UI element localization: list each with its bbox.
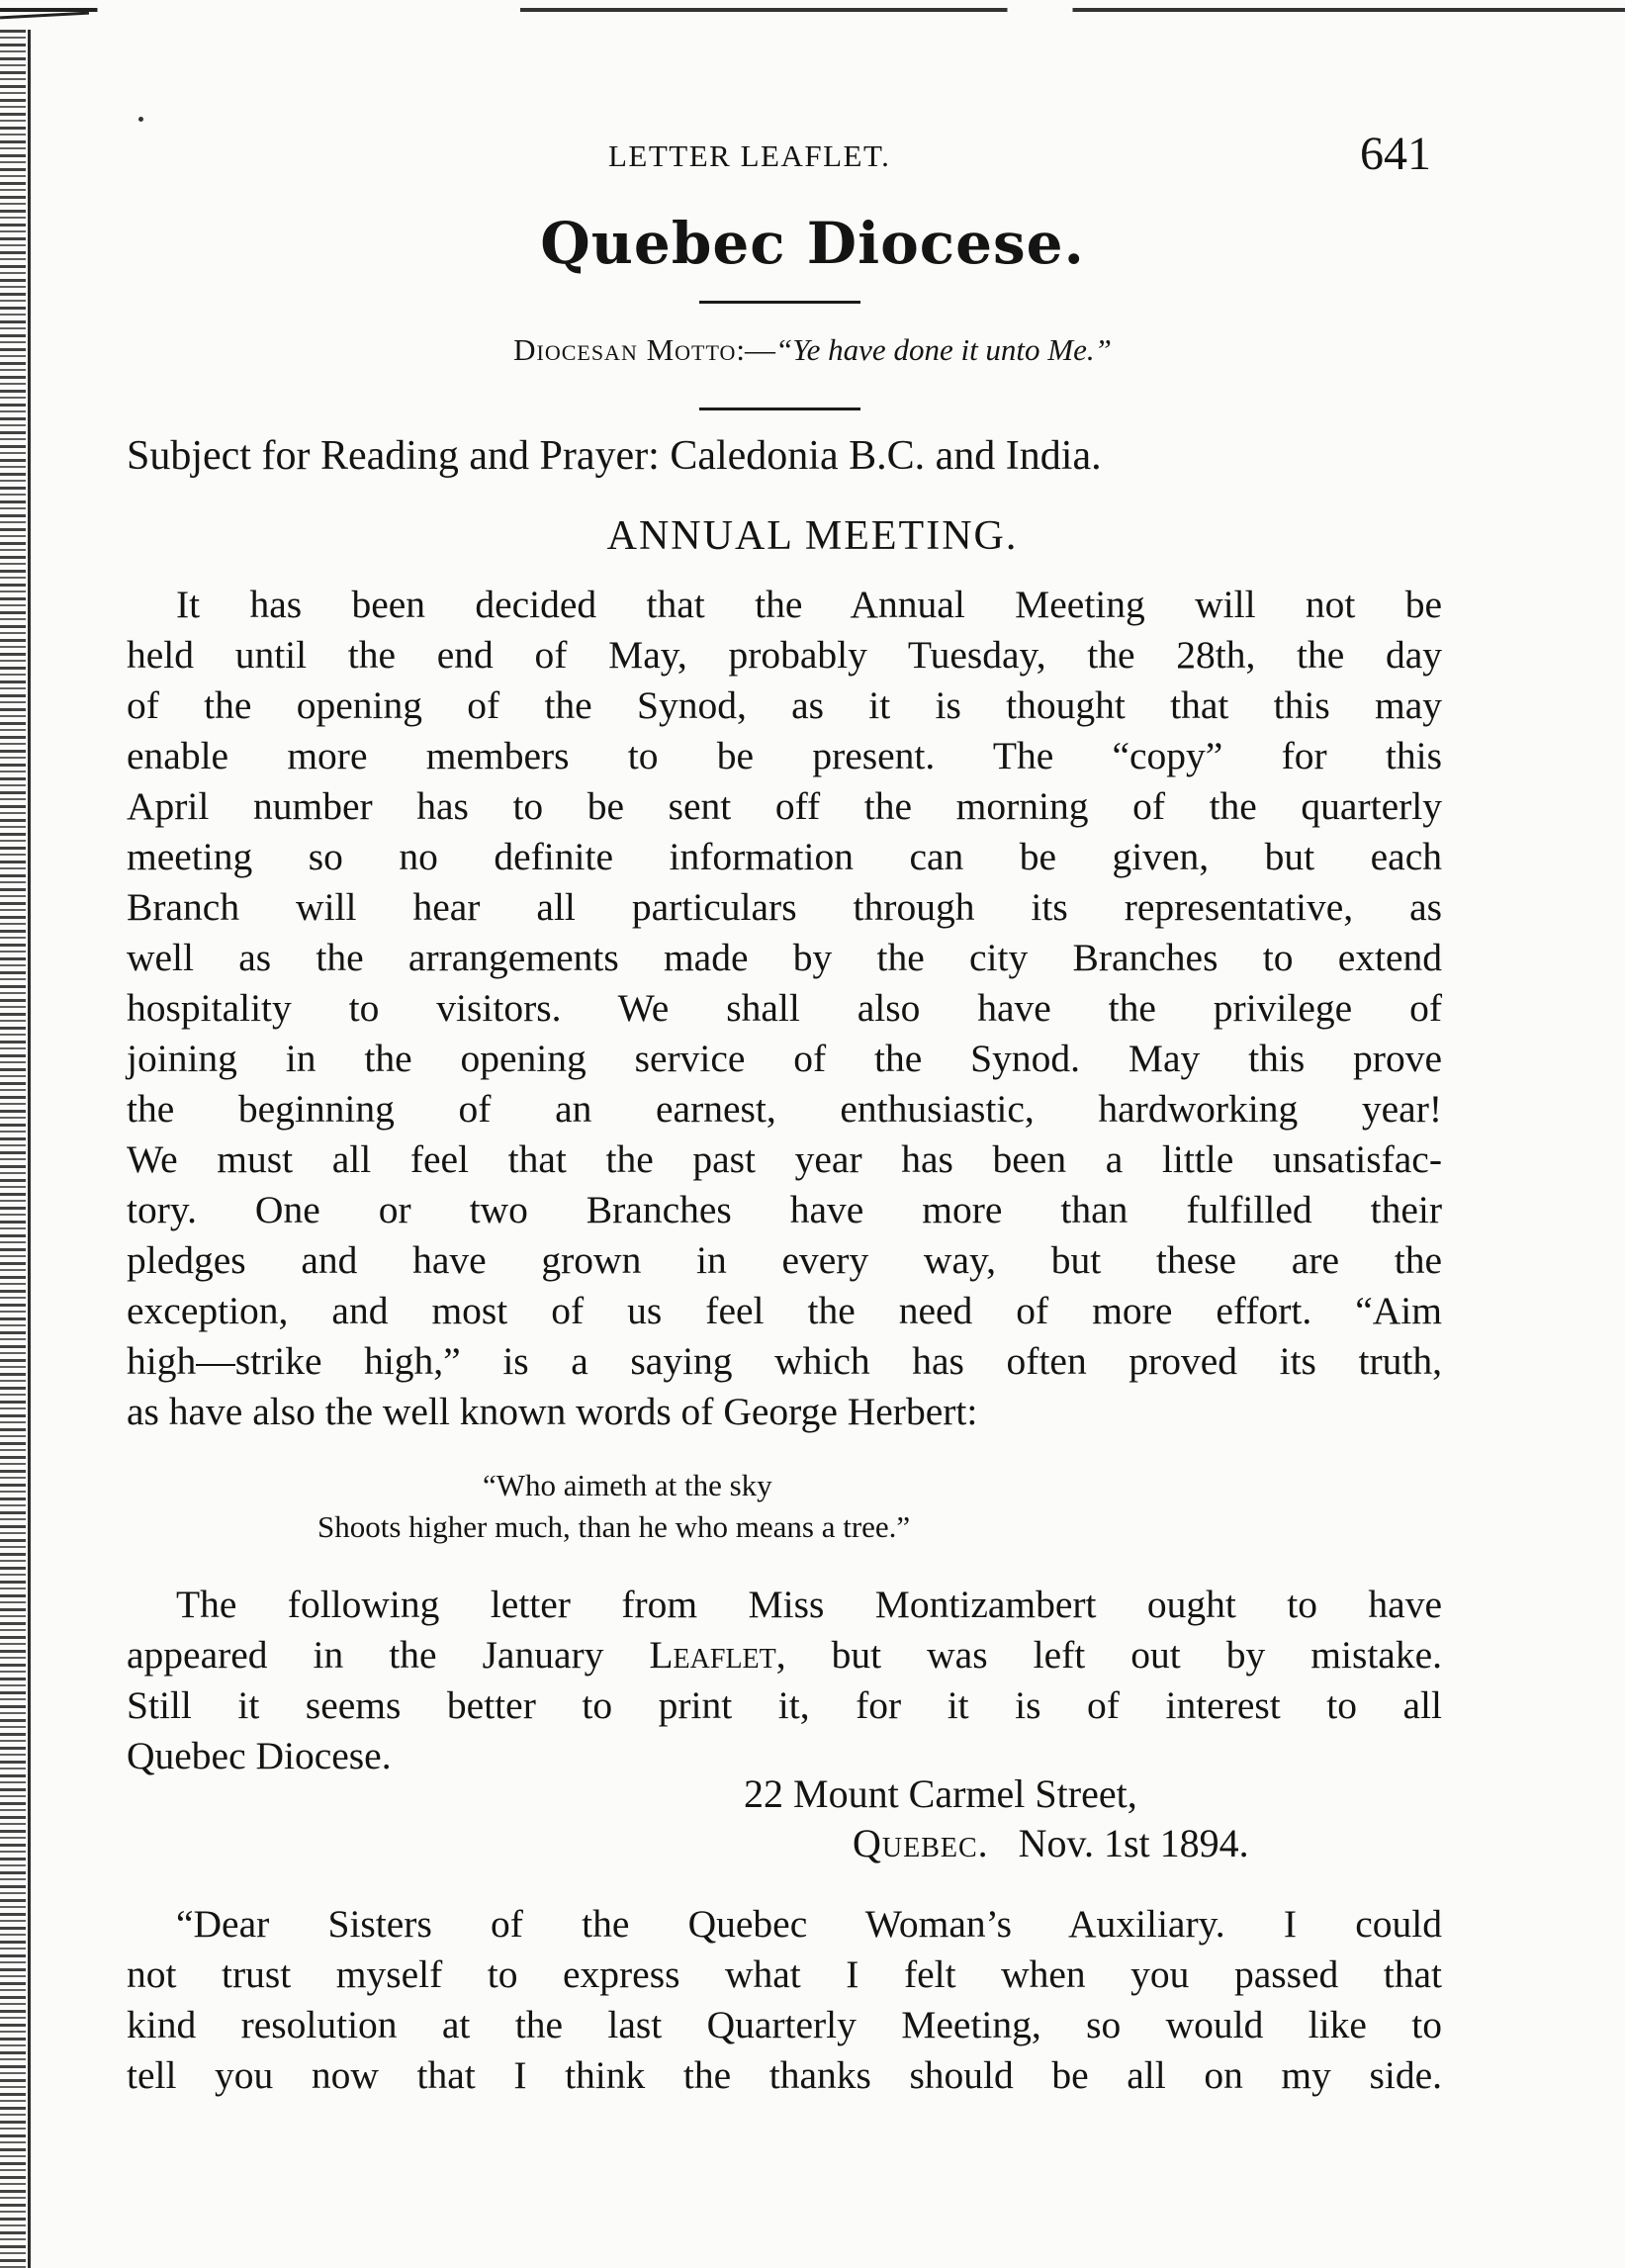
stray-ink-dot bbox=[138, 117, 143, 122]
paragraph-line: as have also the well known words of George Herbert: bbox=[127, 1390, 978, 1433]
running-head: LETTER LEAFLET. bbox=[608, 138, 891, 173]
paragraph-line: exception, and most of us feel the need of more effort. “Aim bbox=[127, 1289, 1442, 1332]
paragraph-line: kind resolution at the last Quarterly Meeting, so would like to bbox=[127, 2003, 1442, 2046]
motto-label: Diocesan Motto bbox=[513, 332, 737, 367]
paragraph-line: April number has to be sent off the morning of the quarterly bbox=[127, 784, 1442, 828]
paragraph-line: the beginning of an earnest, enthusiastic, hardworking year! bbox=[127, 1087, 1442, 1131]
reading-subject: Subject for Reading and Prayer: Caledonia B.C. and India. bbox=[127, 433, 1102, 479]
paragraph-line: We must all feel that the past year has been a little unsatisfac- bbox=[127, 1137, 1442, 1181]
text-run: appeared in the January bbox=[127, 1633, 650, 1677]
paragraph-line: pledges and have grown in every way, but these are the bbox=[127, 1238, 1442, 1282]
motto-rule bbox=[699, 408, 860, 410]
section-heading: ANNUAL MEETING. bbox=[606, 513, 1019, 559]
paragraph-line: It has been decided that the Annual Meeting will not be bbox=[176, 583, 1442, 626]
paragraph-line: well as the arrangements made by the city Branches to extend bbox=[127, 936, 1442, 979]
paragraph-line: The following letter from Miss Montizambert ought to have bbox=[176, 1583, 1442, 1626]
diocese-title: Quebec Diocese. bbox=[540, 210, 1085, 277]
diocesan-motto bbox=[0, 332, 1625, 368]
address-date: Nov. 1st 1894. bbox=[1018, 1821, 1249, 1865]
leaflet-smallcaps: Leaflet bbox=[649, 1633, 776, 1677]
paragraph-line: Branch will hear all particulars through its representative, as bbox=[127, 885, 1442, 929]
paragraph-line: joining in the opening service of the Synod. May this prove bbox=[127, 1037, 1442, 1080]
paragraph-line: held until the end of May, probably Tuesday, the 28th, the day bbox=[127, 633, 1442, 677]
paragraph-line: Still it seems better to print it, for it is of interest to all bbox=[127, 1683, 1442, 1727]
paragraph-line: hospitality to visitors. We shall also have the privilege of bbox=[127, 986, 1442, 1030]
text-run: , but was left out by mistake. bbox=[775, 1633, 1442, 1677]
motto-separator: :— bbox=[736, 332, 776, 367]
paragraph-line: of the opening of the Synod, as it is thought that this may bbox=[127, 683, 1442, 727]
address-street: 22 Mount Carmel Street, bbox=[744, 1771, 1137, 1816]
page-number: 641 bbox=[1360, 128, 1431, 180]
poem-line: “Who aimeth at the sky bbox=[483, 1468, 772, 1502]
motto-text: “Ye have done it unto Me.” bbox=[775, 332, 1112, 367]
paragraph-line: tory. One or two Branches have more than fulfilled their bbox=[127, 1188, 1442, 1231]
corner-scan-mark bbox=[0, 12, 89, 20]
paragraph-line: Quebec Diocese. bbox=[127, 1734, 392, 1777]
paragraph-line: high—strike high,” is a saying which has often proved its truth, bbox=[127, 1339, 1442, 1383]
paragraph-line: tell you now that I think the thanks should be all on my side. bbox=[127, 2053, 1442, 2097]
paragraph-line bbox=[127, 1630, 1442, 1679]
top-border-rule bbox=[0, 8, 1625, 12]
address-city-date bbox=[853, 1820, 1249, 1866]
title-rule bbox=[699, 301, 860, 304]
paragraph-line: enable more members to be present. The “copy” for this bbox=[127, 734, 1442, 777]
poem-line: Shoots higher much, than he who means a tree.” bbox=[317, 1509, 911, 1544]
paragraph-line: meeting so no definite information can be given, but each bbox=[127, 835, 1442, 878]
paragraph-line: not trust myself to express what I felt when you passed that bbox=[127, 1952, 1442, 1996]
address-city: Quebec. bbox=[853, 1821, 989, 1865]
paragraph-line: “Dear Sisters of the Quebec Woman’s Auxiliary. I could bbox=[176, 1902, 1442, 1946]
